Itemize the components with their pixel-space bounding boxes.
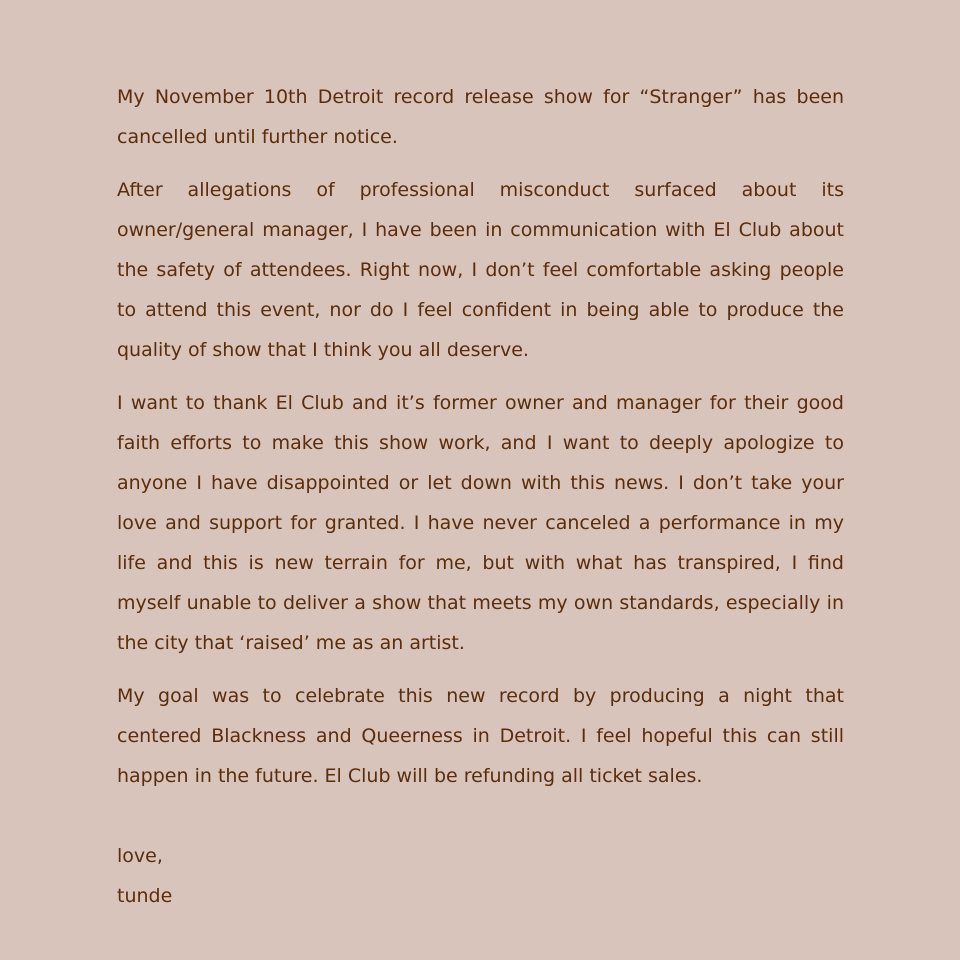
paragraph-cancellation: My November 10th Detroit record release show for “Stranger” has been cancelled until further notice.: [117, 86, 844, 148]
signature-text: tunde: [117, 885, 173, 907]
paragraph-allegations: After allegations of professional misconduct surfaced about its owner/general manager, I have been in communication with El Club about the safety of attendees. Right now, I don’t feel comfortable asking people to attend this event, nor do I feel confident in being able to produce the quality of show that I think you all deserve.: [117, 179, 844, 361]
statement-letter: [117, 77, 844, 916]
signoff: [117, 836, 844, 916]
paragraph-apology: I want to thank El Club and it’s former owner and manager for their good faith efforts to make this show work, and I want to deeply apologize to anyone I have disappointed or let down with this news. I don’t take your love and support for granted. I have never canceled a performance in my life and this is new terrain for me, but with what has transpired, I find myself unable to deliver a show that meets my own standards, especially in the city that ‘raised’ me as an artist.: [117, 392, 844, 654]
closing-text: love,: [117, 845, 163, 867]
paragraph-goal: My goal was to celebrate this new record by producing a night that centered Blackness and Queerness in Detroit. I feel hopeful this can still happen in the future. El Club will be refunding all ticket sales.: [117, 685, 844, 787]
